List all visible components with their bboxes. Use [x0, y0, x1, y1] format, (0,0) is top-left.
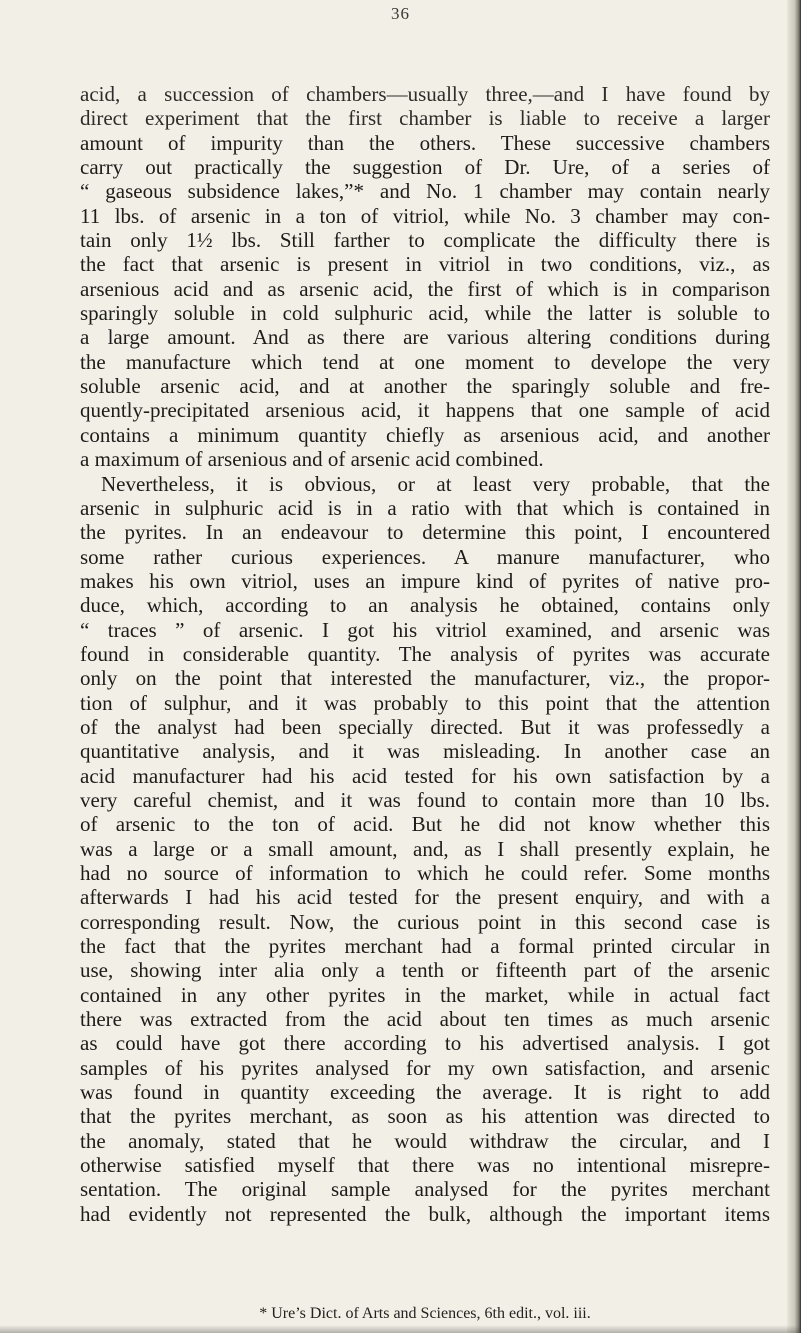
text-line: samples of his pyrites analysed for my own satisfaction, and arsenic — [80, 1055, 770, 1080]
text-line: acid manufacturer had his acid tested for his own satisfaction by a — [80, 763, 770, 788]
text-line: there was extracted from the acid about ten times as much arsenic — [80, 1007, 770, 1032]
text-line: found in considerable quantity. The analysis of pyrites was accurate — [80, 641, 770, 666]
text-line: very careful chemist, and it was found to contain more than 10 lbs. — [80, 787, 770, 812]
text-line: afterwards I had his acid tested for the present enquiry, and with a — [80, 885, 770, 910]
text-line: the fact that the pyrites merchant had a formal printed circular in — [80, 934, 770, 959]
text-line: makes his own vitriol, uses an impure kind of pyrites of native pro- — [80, 568, 770, 593]
footnote: * Ure’s Dict. of Arts and Sciences, 6th edit., vol. iii. — [259, 1305, 591, 1322]
text-line: 11 lbs. of arsenic in a ton of vitriol, while No. 3 chamber may con- — [80, 203, 770, 228]
text-line: carry out practically the suggestion of Dr. Ure, of a series of — [80, 155, 770, 180]
text-line: was a large or a small amount, and, as I shall presently explain, he — [80, 836, 770, 861]
text-line: “ gaseous subsidence lakes,”* and No. 1 chamber may contain nearly — [80, 179, 770, 204]
text-line: sentation. The original sample analysed for the pyrites merchant — [80, 1177, 770, 1202]
text-line: sparingly soluble in cold sulphuric acid, while the latter is soluble to — [80, 301, 770, 326]
text-line: that the pyrites merchant, as soon as his attention was directed to — [80, 1104, 770, 1129]
text-line: tain only 1½ lbs. Still farther to complicate the difficulty there is — [80, 228, 770, 253]
text-line: quently-precipitated arsenious acid, it happens that one sample of acid — [80, 398, 770, 423]
text-line: the anomaly, stated that he would withdraw the circular, and I — [80, 1128, 770, 1153]
text-line: corresponding result. Now, the curious point in this second case is — [80, 909, 770, 934]
text-line: quantitative analysis, and it was misleading. In another case an — [80, 739, 770, 764]
text-line: amount of impurity than the others. These successive chambers — [80, 130, 770, 155]
text-line: had no source of information to which he could refer. Some months — [80, 861, 770, 885]
text-line: arsenic in sulphuric acid is in a ratio with that which is contained in — [80, 495, 770, 520]
text-line: of the analyst had been specially directed. But it was professedly a — [80, 714, 770, 739]
text-line: otherwise satisfied myself that there was no intentional misrepre- — [80, 1153, 770, 1178]
text-line: a large amount. And as there are various altering conditions during — [80, 325, 770, 350]
text-line: contained in any other pyrites in the market, while in actual fact — [80, 982, 770, 1007]
text-line: a maximum of arsenious and of arsenic acid combined. — [80, 447, 544, 472]
text-line: the fact that arsenic is present in vitriol in two conditions, viz., as — [80, 252, 770, 277]
body-text — [80, 82, 770, 1226]
text-line: contains a minimum quantity chiefly as arsenious acid, and another — [80, 422, 770, 447]
text-line: duce, which, according to an analysis he obtained, contains only — [80, 593, 770, 618]
text-line: soluble arsenic acid, and at another the sparingly soluble and fre- — [80, 374, 770, 399]
page-binding-edge — [787, 0, 801, 1333]
text-line: tion of sulphur, and it was probably to this point that the attention — [80, 690, 770, 715]
text-line: as could have got there according to his advertised analysis. I got — [80, 1031, 770, 1056]
page-number: 36 — [391, 4, 410, 23]
text-line: was found in quantity exceeding the average. It is right to add — [80, 1080, 770, 1105]
text-line: use, showing inter alia only a tenth or fifteenth part of the arsenic — [80, 958, 770, 983]
text-line: direct experiment that the first chamber is liable to receive a larger — [80, 106, 770, 131]
text-line: only on the point that interested the manufacturer, viz., the propor- — [80, 666, 770, 691]
text-line: the pyrites. In an endeavour to determine this point, I encountered — [80, 520, 770, 545]
text-line: of arsenic to the ton of acid. But he did not know whether this — [80, 812, 770, 837]
text-line: acid, a succession of chambers—usually three,—and I have found by — [80, 82, 770, 106]
text-line: had evidently not represented the bulk, although the important items — [80, 1201, 770, 1226]
text-line: the manufacture which tend at one moment to develope the very — [80, 349, 770, 374]
text-line: “ traces ” of arsenic. I got his vitriol examined, and arsenic was — [80, 617, 770, 642]
text-line: arsenious acid and as arsenic acid, the first of which is in comparison — [80, 276, 770, 301]
text-line: some rather curious experiences. A manure manufacturer, who — [80, 544, 770, 569]
page-bottom-shadow — [0, 1325, 801, 1333]
text-line: Nevertheless, it is obvious, or at least very probable, that the — [101, 471, 770, 496]
